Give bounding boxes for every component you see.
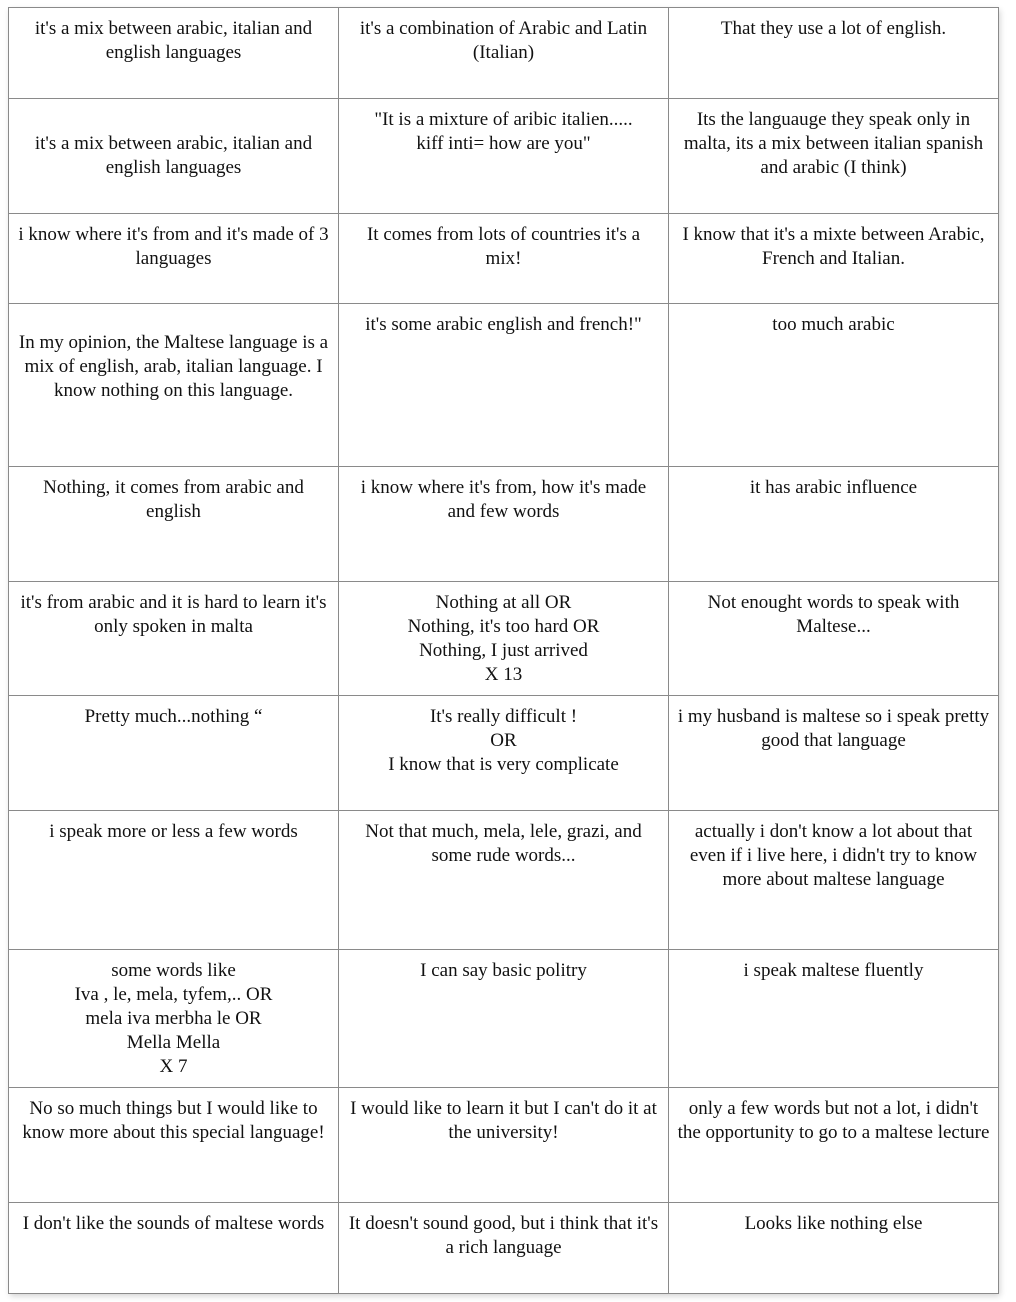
table-cell <box>339 214 669 304</box>
table-row <box>9 214 999 304</box>
table-row <box>9 582 999 696</box>
cell-text: it's from arabic and it is hard to learn it's only spoken in malta <box>20 592 327 637</box>
cell-text: Not that much, mela, lele, grazi, and some rude words... <box>365 821 642 866</box>
cell-text: Looks like nothing else <box>744 1213 923 1234</box>
responses-table <box>8 7 999 1294</box>
table-cell <box>669 304 999 467</box>
table-cell <box>669 8 999 99</box>
cell-text: only a few words but not a lot, i didn't the opportunity to go to a maltese lecture <box>677 1098 990 1143</box>
table-cell <box>669 467 999 582</box>
cell-text: It doesn't sound good, but i think that it's a rich language <box>348 1213 659 1258</box>
table-cell <box>9 214 339 304</box>
table-cell <box>9 696 339 811</box>
cell-text: i my husband is maltese so i speak pretty good that language <box>677 706 990 751</box>
table-cell <box>339 99 669 214</box>
table-cell <box>9 1088 339 1203</box>
cell-text: i speak maltese fluently <box>743 960 924 981</box>
table-cell <box>9 950 339 1088</box>
table-row <box>9 950 999 1088</box>
cell-text: it's some arabic english and french!" <box>365 314 642 335</box>
cell-text: It's really difficult ! OR I know that is very complicate <box>388 706 619 775</box>
cell-text: It comes from lots of countries it's a mix! <box>366 224 641 269</box>
table-cell <box>9 99 339 214</box>
table-cell <box>9 582 339 696</box>
table-cell <box>9 304 339 467</box>
responses-sheet <box>8 7 998 1293</box>
table-cell <box>9 811 339 950</box>
cell-text: it's a combination of Arabic and Latin (Italian) <box>359 18 648 63</box>
table-cell <box>339 304 669 467</box>
cell-text: Not enought words to speak with Maltese... <box>707 592 960 637</box>
cell-text: too much arabic <box>772 314 895 335</box>
cell-text: No so much things but I would like to know more about this special language! <box>22 1098 325 1143</box>
cell-text: i know where it's from and it's made of 3 languages <box>18 224 329 269</box>
table-row <box>9 467 999 582</box>
table-row <box>9 1203 999 1294</box>
cell-text: Nothing, it comes from arabic and english <box>43 477 304 522</box>
table-cell <box>339 811 669 950</box>
table-cell <box>9 467 339 582</box>
table-row <box>9 696 999 811</box>
cell-text: it's a mix between arabic, italian and english languages <box>34 133 313 178</box>
cell-text: some words like Iva , le, mela, tyfem,.. OR mela iva merbha le OR Mella Mella X 7 <box>74 960 273 1077</box>
table-cell <box>339 950 669 1088</box>
cell-text: Nothing at all OR Nothing, it's too hard OR Nothing, I just arrived X 13 <box>407 592 600 685</box>
cell-text: it has arabic influence <box>749 477 918 498</box>
cell-text: I don't like the sounds of maltese words <box>22 1213 325 1234</box>
table-cell <box>9 1203 339 1294</box>
cell-text: I can say basic politry <box>420 960 587 981</box>
table-cell <box>339 467 669 582</box>
cell-text: i know where it's from, how it's made and few words <box>360 477 647 522</box>
table-cell <box>669 1203 999 1294</box>
table-row <box>9 304 999 467</box>
table-cell <box>669 950 999 1088</box>
table-cell <box>669 1088 999 1203</box>
cell-text: In my opinion, the Maltese language is a mix of english, arab, italian language. I know nothing on this language. <box>18 332 329 401</box>
cell-text: actually i don't know a lot about that even if i live here, i didn't try to know more about maltese language <box>689 821 978 890</box>
table-cell <box>669 811 999 950</box>
table-cell <box>339 8 669 99</box>
cell-text: I know that it's a mixte between Arabic, French and Italian. <box>682 224 985 269</box>
table-row <box>9 1088 999 1203</box>
cell-text: I would like to learn it but I can't do it at the university! <box>350 1098 657 1143</box>
table-row <box>9 8 999 99</box>
cell-text: Pretty much...nothing “ <box>84 706 263 727</box>
table-cell <box>339 696 669 811</box>
table-cell <box>669 214 999 304</box>
table-row <box>9 811 999 950</box>
table-cell <box>9 8 339 99</box>
table-cell <box>339 1088 669 1203</box>
table-row <box>9 99 999 214</box>
table-cell <box>669 99 999 214</box>
table-cell <box>669 696 999 811</box>
table-cell <box>669 582 999 696</box>
cell-text: i speak more or less a few words <box>49 821 298 842</box>
table-cell <box>339 582 669 696</box>
cell-text: Its the languauge they speak only in malta, its a mix between italian spanish and arabic (I think) <box>683 109 984 178</box>
cell-text: That they use a lot of english. <box>720 18 947 39</box>
cell-text: it's a mix between arabic, italian and english languages <box>34 18 313 63</box>
cell-text: "It is a mixture of aribic italien..... kiff inti= how are you" <box>374 109 633 154</box>
table-cell <box>339 1203 669 1294</box>
